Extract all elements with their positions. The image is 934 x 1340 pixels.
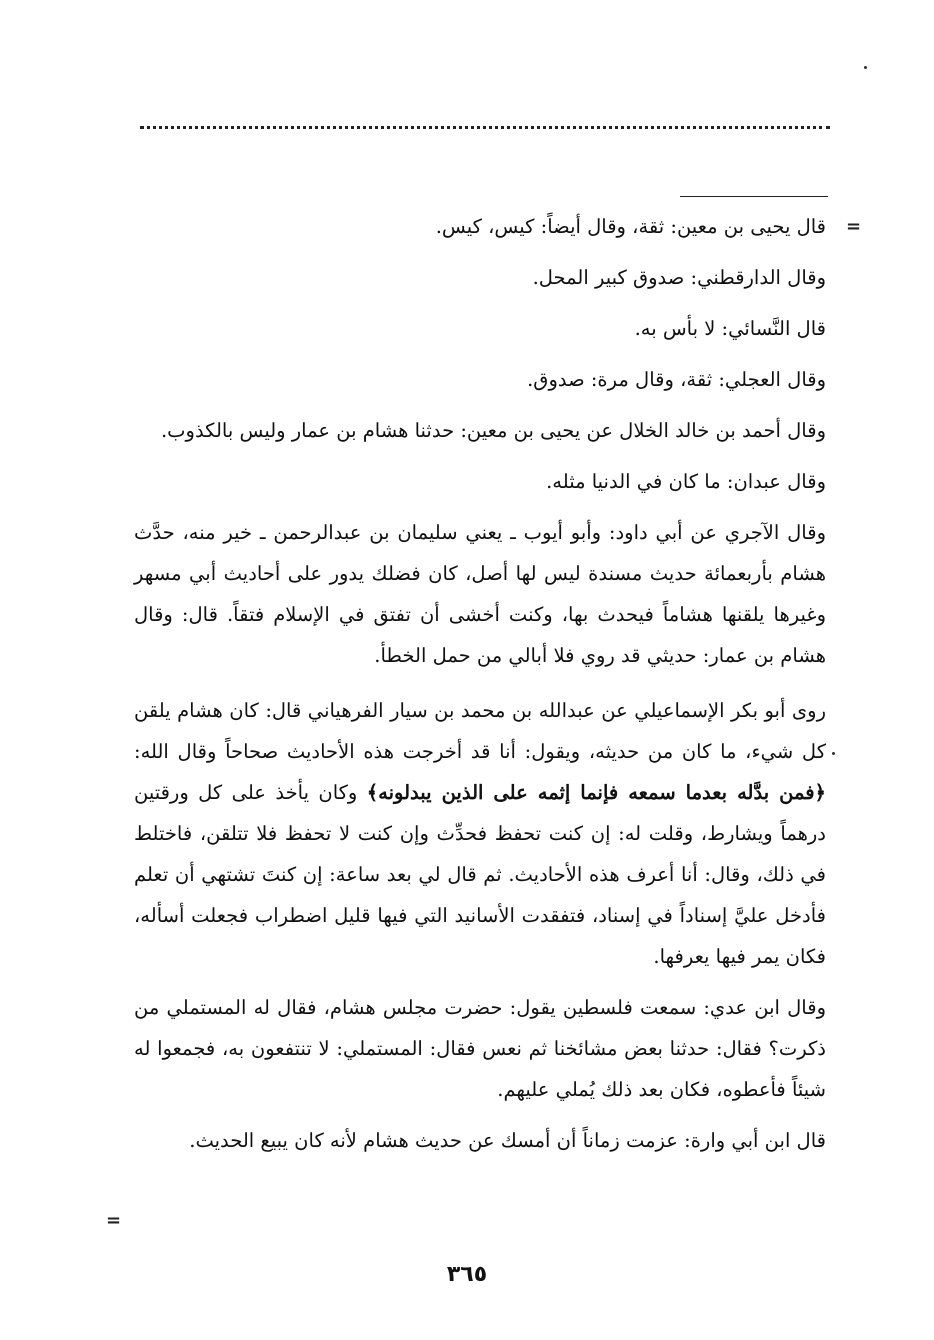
page-number: ٣٦٥	[446, 1262, 488, 1287]
paragraph: وقال الدارقطني: صدوق كبير المحل.	[532, 266, 826, 289]
paragraph: وقال العجلي: ثقة، وقال مرة: صدوق.	[527, 368, 826, 391]
paragraph: وقال ابن عدي: سمعت فلسطين يقول: حضرت مجلس هشام، فقال له المستملي من ذكرت؟ فقال: حدثنا بعض مشائخنا ثم نعس فقال: المستملي: لا تنتفعون به، فجمعوا له شيئاً فأعطوه، فكان بعد ذلك يُملي عليهم.	[134, 996, 826, 1101]
paragraph: قال النَّسائي: لا بأس به.	[634, 317, 826, 340]
header-dotted-rule	[140, 126, 830, 129]
paragraph-text: روى أبو بكر الإسماعيلي عن عبدالله بن محمد بن سيار الفرهياني قال: كان هشام يلقن كل شيء، ما كان من حديثه، ويقول: أنا قد أخرجت هذه الأحاديث صحاحاً وقال الله:	[134, 699, 826, 763]
paragraph-text: وكان يأخذ على كل ورقتين درهماً ويشارط، وقلت له: إن كنت تحفظ فحدِّث وإن كنت لا تحفظ فلا تتلقن، فاختلط في ذلك، وقال: أنا أعرف هذه الأحاديث. ثم قال لي بعد ساعة: إن كنتَ تشتهي أن تعلم فأدخل عليَّ إسناداً في إسناد، فتفقدت الأسانيد التي فيها قليل اضطراب فجعلت أسأله، فكان يمر فيها يعرفها.	[134, 781, 826, 968]
paragraph	[134, 690, 826, 977]
stray-dot	[864, 66, 867, 69]
paragraph: قال يحيى بن معين: ثقة، وقال أيضاً: كيس، كيس.	[435, 215, 826, 238]
section-separator-rule	[680, 196, 828, 197]
paragraph: وقال عبدان: ما كان في الدنيا مثله.	[546, 470, 826, 493]
quran-verse: ﴿فمن بدَّله بعدما سمعه فإنما إثمه على الذين يبدلونه﴾	[366, 781, 826, 804]
paragraph: وقال الآجري عن أبي داود: وأبو أيوب ـ يعني سليمان بن عبدالرحمن ـ خير منه، حدَّث هشام بأربعمائة حديث مسندة ليس لها أصل، كان فضلك يدور على أحاديث أبي مسهر وغيرها يلقنها هشاماً فيحدث بها، وكنت أخشى أن تفتق في الإسلام فتقاً. قال: وقال هشام بن عمار: حديثي قد روي فلا أبالي من حمل الخطأ.	[134, 521, 826, 667]
stray-dot	[832, 752, 835, 755]
continuation-mark-top: =	[846, 216, 862, 237]
paragraph: قال ابن أبي وارة: عزمت زماناً أن أمسك عن حديث هشام لأنه كان يبيع الحديث.	[189, 1129, 826, 1152]
continuation-mark-bottom: =	[106, 1210, 122, 1231]
main-text	[134, 206, 826, 1171]
paragraph: وقال أحمد بن خالد الخلال عن يحيى بن معين: حدثنا هشام بن عمار وليس بالكذوب.	[160, 419, 826, 442]
